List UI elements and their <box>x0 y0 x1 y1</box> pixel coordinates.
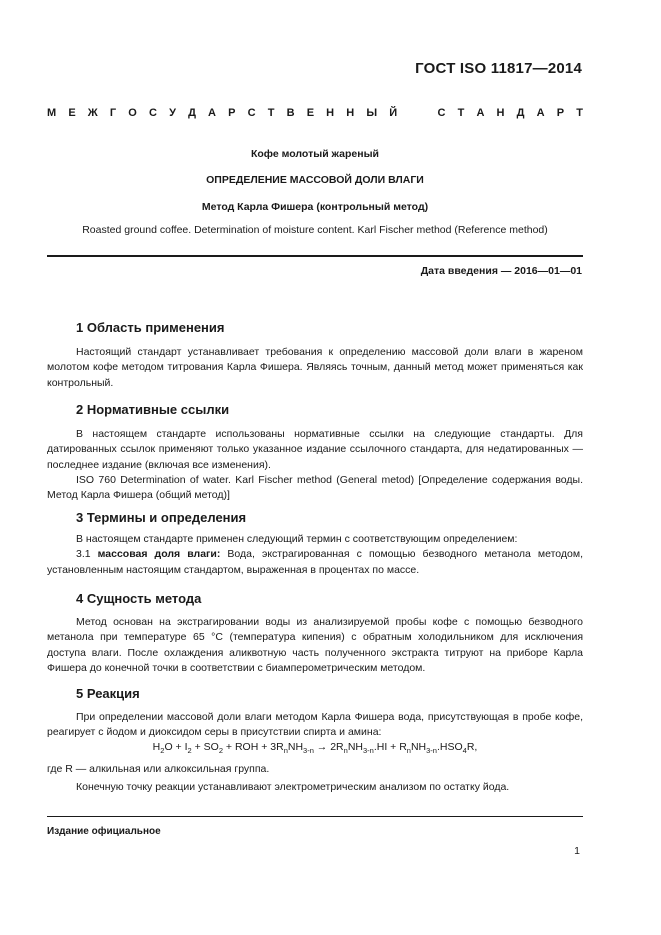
letter: С <box>148 107 157 119</box>
letter: Т <box>576 107 583 119</box>
standard-type-heading <box>47 107 583 119</box>
letter: О <box>128 107 137 119</box>
letter: Е <box>306 107 315 119</box>
paragraph: ISO 760 Determination of water. Karl Fischer method (General metod) [Определение содержания воды. Метод Карла Фишера (общий метод)] <box>47 473 583 502</box>
document-number: ГОСТ ISO 11817—2014 <box>415 60 582 77</box>
letter: Г <box>109 107 117 119</box>
section-body-reaction <box>47 710 583 741</box>
paragraph: В настоящем стандарте применен следующий термин с соответствующим определением: <box>76 533 518 545</box>
paragraph: Настоящий стандарт устанавливает требования к определению массовой доли влаги в жареном молотом кофе методом титрования Карла Фишера. Являясь точным, данный метод может применяться как контрольный. <box>47 346 583 389</box>
title-divider <box>47 255 583 257</box>
section-heading-scope: 1 Область применения <box>76 320 225 335</box>
english-title: Roasted ground coffee. Determination of moisture content. Karl Fischer method (Reference method) <box>82 224 548 236</box>
paragraph: Метод основан на экстрагировании воды из анализируемой пробы кофе с помощью безводного метанола при температуре 65 °С (температура кипения) с обратным холодильником для исключения доступа влаги. После охлаждения аликвотную часть полученного экстракта титруют на приборе Карла Фишера до конечной точки в соответствии с биамперометрическим методом. <box>47 616 583 674</box>
page-number: 1 <box>574 845 580 857</box>
letter: А <box>476 107 485 119</box>
letter: Т <box>267 107 275 119</box>
letter: Н <box>346 107 355 119</box>
letter: Н <box>496 107 505 119</box>
letter: Ж <box>87 107 98 119</box>
letter: Д <box>188 107 196 119</box>
method-title: Метод Карла Фишера (контрольный метод) <box>201 201 429 213</box>
intro-date: Дата введения — 2016—01—01 <box>420 265 582 277</box>
paragraph: При определении массовой доли влаги методом Карла Фишера вода, присутствующая в пробе кофе, реагирует с йодом и диоксидом серы в присутствии спирта и амина: <box>47 711 583 739</box>
letter: М <box>47 107 57 119</box>
letter: Й <box>389 107 398 119</box>
product-title: Кофе молотый жареный <box>250 148 379 160</box>
section-heading-principle: 4 Сущность метода <box>76 591 202 606</box>
section-body-terms <box>47 532 583 578</box>
letter: А <box>536 107 545 119</box>
letter: Р <box>228 107 236 119</box>
letter: Ы <box>366 107 378 119</box>
letter: Е <box>68 107 76 119</box>
term-definition <box>47 547 583 578</box>
letter: Т <box>457 107 465 119</box>
letter: С <box>437 107 446 119</box>
term-number: 3.1 <box>76 548 98 561</box>
section-body-references <box>47 427 583 503</box>
reaction-equation: $H_2O + I_2 + SO_2$ + ROH + $3R_nNH_{3-n} \to 2R_nNH_{3-n}.HI + R_nNH_{3-n}.HSO_4R$, <box>152 741 478 756</box>
paragraph: В настоящем стандарте использованы нормативные ссылки на следующие стандарты. Для датированных ссылок применяют только указанное издание ссылочного стандарта, для недатированных — последнее издание (включая все изменения). <box>47 428 583 471</box>
main-title: ОПРЕДЕЛЕНИЕ МАССОВОЙ ДОЛИ ВЛАГИ <box>206 174 424 186</box>
section-heading-references: 2 Нормативные ссылки <box>76 402 230 417</box>
section-body-scope <box>47 345 583 391</box>
section-body-principle <box>47 615 583 676</box>
section-body-reaction-continued <box>47 762 583 796</box>
paragraph: Конечную точку реакции устанавливают электрометрическим анализом по остатку йода. <box>76 781 510 794</box>
letter: У <box>169 107 176 119</box>
letter: С <box>247 107 256 119</box>
letter: Д <box>516 107 525 119</box>
letter: А <box>208 107 216 119</box>
term: массовая доля влаги: <box>97 548 221 561</box>
section-heading-terms: 3 Термины и определения <box>76 510 247 525</box>
term-text: Вода, экстрагированная с помощью безводного метанола методом, установленным настоящим стандартом, выраженная в процентах по массе. <box>47 548 583 576</box>
letter: Н <box>326 107 335 119</box>
word-gap <box>409 107 425 119</box>
letter: В <box>286 107 295 119</box>
edition-note: Издание официальное <box>47 826 161 837</box>
paragraph: где R — алкильная или алкоксильная группа. <box>47 763 270 775</box>
section-heading-reaction: 5 Реакция <box>76 686 140 701</box>
footer-divider <box>47 816 583 817</box>
letter: Р <box>556 107 565 119</box>
